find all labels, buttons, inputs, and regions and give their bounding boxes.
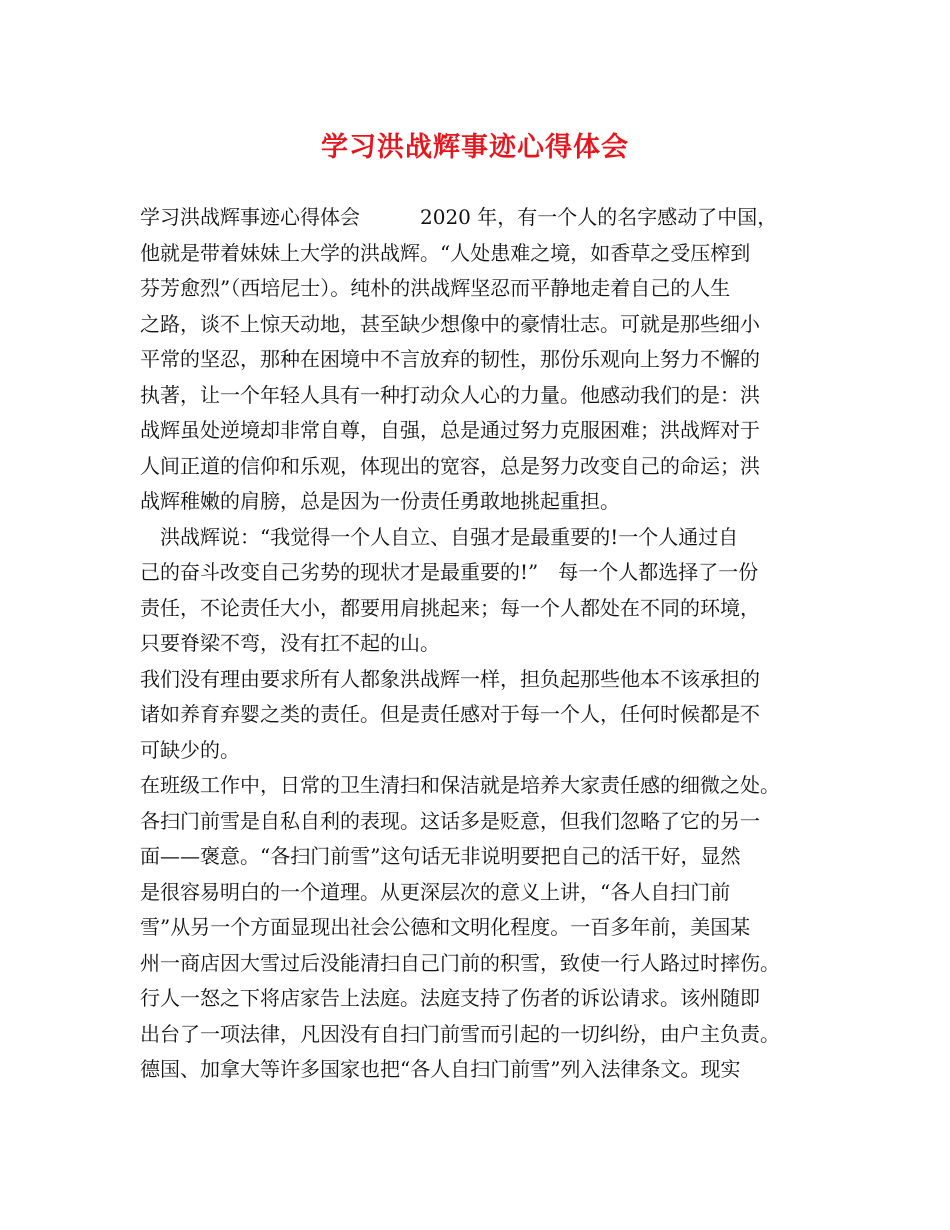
text-line: 芬芳愈烈”（西培尼士）。纯朴的洪战辉坚忍而平静地走着自己的人生 (140, 276, 731, 300)
text-line: 人间正道的信仰和乐观，体现出的宽容，总是努力改变自己的命运；洪 (140, 453, 760, 478)
text-line: 雪”从另一个方面显现出社会公德和文明化程度。一百多年前，美国某 (140, 915, 751, 939)
text-line: 战辉稚嫩的肩膀，总是因为一份责任勇敢地挑起重担。 (140, 489, 620, 513)
text-line: 洪战辉说：“我觉得一个人自立、自强才是最重要的!一个人通过自 (140, 524, 739, 549)
document-title: 学习洪战辉事迹心得体会 (321, 132, 629, 163)
text-line: 责任，不论责任大小，都要用肩挑起来；每一个人都处在不同的环境， (140, 595, 760, 620)
text-line: 诸如养育弃婴之类的责任。但是责任感对于每一个人，任何时候都是不 (140, 702, 760, 726)
text-line: 学习洪战辉事迹心得体会 2020 年，有一个人的名字感动了中国， (140, 205, 778, 229)
text-line: 在班级工作中，日常的卫生清扫和保洁就是培养大家责任感的细微之处。 (140, 773, 780, 797)
text-line: 己的奋斗改变自己劣势的现状才是最重要的!” 每一个人都选择了一份 (140, 560, 759, 584)
text-line: 战辉虽处逆境却非常自尊，自强，总是通过努力克服困难；洪战辉对于 (140, 418, 760, 442)
text-line: 执著，让一个年轻人具有一种打动众人心的力量。他感动我们的是：洪 (140, 382, 760, 407)
text-line: 他就是带着妹妹上大学的洪战辉。“人处患难之境，如香草之受压榨到 (140, 240, 751, 265)
text-line: 平常的坚忍，那种在困境中不言放弃的韧性，那份乐观向上努力不懈的 (140, 347, 760, 371)
text-line: 行人一怒之下将店家告上法庭。法庭支持了伤者的诉讼请求。该州随即 (140, 986, 760, 1010)
text-line: 州一商店因大雪过后没能清扫自己门前的积雪，致使一行人路过时摔伤。 (140, 950, 780, 975)
text-line: 面——褒意。“各扫门前雪”这句话无非说明要把自己的活干好，显然 (140, 844, 741, 868)
text-line: 是很容易明白的一个道理。从更深层次的意义上讲，“各人自扫门前 (140, 879, 731, 904)
text-line: 出台了一项法律，凡因没有自扫门前雪而引起的一切纠纷，由户主负责。 (140, 1021, 780, 1046)
document-body (140, 200, 820, 1088)
text-line: 之路，谈不上惊天动地，甚至缺少想像中的豪情壮志。可就是那些细小 (140, 311, 760, 336)
text-line: 只要脊梁不弯，没有扛不起的山。 (140, 631, 440, 655)
text-line: 各扫门前雪是自私自利的表现。这话多是贬意，但我们忽略了它的另一 (140, 808, 760, 833)
text-line: 我们没有理由要求所有人都象洪战辉一样，担负起那些他本不该承担的 (140, 666, 760, 691)
text-line: 可缺少的。 (140, 737, 240, 762)
text-line: 德国、加拿大等许多国家也把“各人自扫门前雪”列入法律条文。现实 (140, 1057, 741, 1081)
